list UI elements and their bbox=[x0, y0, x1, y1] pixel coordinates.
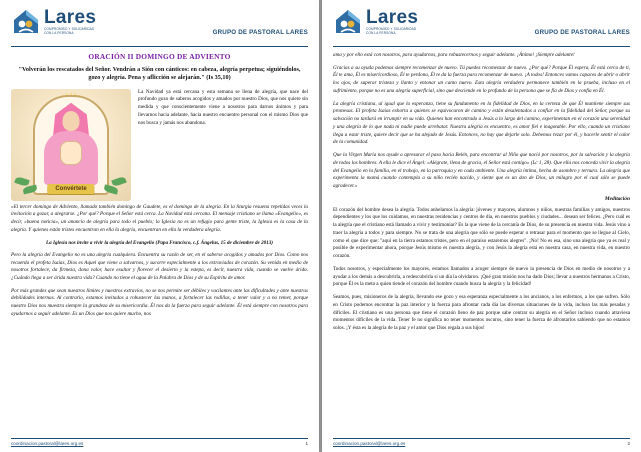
brand-logo bbox=[11, 7, 96, 36]
paragraph: ama y por ello está con nosotros, para ayudarnos, para robustecernos y seguir adelante. ¡Ánimo! ¡Siempre adelante! bbox=[333, 52, 575, 58]
footer-divider bbox=[333, 438, 630, 439]
brand-tagline-2: CON LA PERSONA bbox=[366, 31, 396, 35]
page-subtitle: "Volverán los rescatados del Señor. Vendrán a Sión con cánticos: en cabeza, alegría perpetua; siguiéndolos, gozo y alegría. Pena y aflicción se alejarán." (Is 35,10) bbox=[18, 66, 301, 82]
page-number: 1 bbox=[305, 441, 308, 446]
brand-text bbox=[44, 8, 96, 35]
paragraph: Que la Virgen María nos ayude a apresurar el paso hacia Belén, para encontrar al Niño que nació por nosotros, por la salvación y la alegría de todos los hombres. A ella le dice el Ángel: «Alégrate, llena de gracia, el Señor está contigo» (Lc 1, 28). Que ella nos conceda vivir la alegría del Evangelio en la familia, en el trabajo, en la parroquia y en cada ambiente. Una alegría íntima, hecha de asombro y ternura. La alegría que experimenta la mamá cuando contempla a su niño recién nacido, y siente que es un don de Dios, un milagro por el cual sólo se puede agradecer.» bbox=[333, 152, 630, 190]
footer-email-link[interactable]: coordinacion.pastoral@lares.org.es bbox=[333, 441, 406, 446]
page-header-left bbox=[11, 7, 308, 45]
brand-text bbox=[366, 8, 418, 35]
illustration-banner-label: Convértete bbox=[47, 184, 94, 194]
illustration-container bbox=[11, 89, 131, 201]
brand-name: Lares bbox=[366, 6, 419, 28]
page-footer-left bbox=[11, 441, 308, 446]
page-number: 2 bbox=[627, 441, 630, 446]
header-divider bbox=[333, 46, 630, 47]
brand-logo bbox=[333, 7, 418, 36]
header-divider bbox=[11, 46, 308, 47]
page-left bbox=[0, 0, 319, 452]
section-heading-meditacion: Meditación bbox=[604, 195, 630, 202]
page-header-right bbox=[333, 7, 630, 45]
brand-name: Lares bbox=[44, 6, 97, 28]
brand-tagline-1: COMPROMISO Y SOLIDARIDAD bbox=[44, 26, 95, 31]
paragraph: Pero la alegría del Evangelio no es una alegría cualquiera. Encuentra su razón de ser, en el saberse acogidos y amados por Dios. Como nos recuerda el profeta Isaías, Dios es Aquel que viene a salvarnos, y sucorre especialmente a los extraviados de corazón. Su venida en medio de nosotros fortalece, da firmeza, dona valor, hace exultar y florecer el desierto y la estepa, es decir, nuestra vida, cuando se vuelve árida. ¿Cuándo llega a ser árida nuestra vida? Cuando no tiene el agua de la Palabra de Dios y de su Espíritu de amor. bbox=[11, 251, 308, 281]
brand-tagline-2: CON LA PERSONA bbox=[44, 31, 74, 35]
brand-tagline-1: COMPROMISO Y SOLIDARIDAD bbox=[366, 26, 417, 31]
footer-email-link[interactable]: coordinacion.pastoral@lares.org.es bbox=[11, 441, 84, 446]
paragraph: El corazón del hombre desea la alegría. Todos anhelamos la alegría: jóvenes y mayores, alumnos y niños, nuestras familias y amigos, nuestros dependientes y los que los cuidamos, en nuestras residencias y centros de día, en nuestros pueblos y ciudades... desean ser felices. ¿Pero cuál es la alegría que el cristiano está llamado a vivir y testimoniar? Es la que viene de la cercanía de Dios, de su presencia en nuestra vida. Jesús vino a traer la alegría a todos y para siempre. No se trata de una alegría que sólo se puede esperar o retrasar para el momento que se llegue al Cielo, como el que dice que: "aquí en la tierra estamos tristes, pero en el paraíso estaremos alegres". ¡No! No es esa, sino una alegría que ya es real y posible de experimentar ahora, porque Jesús mismo es nuestra alegría, y con Jesús la alegría está en nuestra casa, en nuestra vida, en nuestro corazón. bbox=[333, 206, 630, 260]
quote-attribution: La Iglesia nos invite a vivir la alegría del Evangelio (Papa Francisco, c.f. Ángelus, 15 de diciembre de 2013) bbox=[46, 239, 273, 246]
paragraph: La alegría cristiana, al igual que la esperanza, tiene su fundamento en la fidelidad de Dios, en la certeza de que Él mantiene siempre sus promesas. El profeta Isaías exhorta a quienes se equivocaron de camino y están desalentados a confiar en la fidelidad del Señor, porque su salvación no tardará en irrumpir en su vida. Quienes han encontrado a Jesús a lo largo del camino, experimentan en el corazón una serenidad y una alegría de lo que nada ni nadie puede arrebatar. Nuestra alegría es encuentro, es amor fiel e inagotable. Por ello, cuando un cristiano llega a estar triste, quiere decir que se ha alejado de Jesús. Entonces, no hay que dejarle solo. Debemos rezar por él, y hacerle sentir el calor de la comunidad. bbox=[333, 100, 630, 146]
paragraph: Todos nosotros, y especialmente los mayores, estamos llamados a acoger siempre de nuevo la presencia de Dios en medio de nosotros y a ayudar a los demás a descubrirla, a redescubrirla si un día la olvidaron. ¡Qué gran misión nos ha dado Dios; llevar a nuestros hermanos a Cristo, porque Él es la meta a quien tiende el corazón del hombre cuando busca la alegría y la felicidad! bbox=[333, 265, 630, 288]
page-right bbox=[322, 0, 641, 452]
lares-house-icon bbox=[333, 7, 363, 36]
paragraph: Por más grandes que sean nuestros límites y nuestros extravíos, no se nos permite ser débiles y vacilantes ante las dificultades y ante nuestras debilidades internas. Al contrario, estamos invitados a robustecer las manos, a fortalecer las rodillas, a tener valor y a no temer, porque nuestro Dios nos muestra siempre la grandeza de su misericordia. Él nos da la fuerza para seguir adelante. Él está siempre con nosotros para ayudarnos a seguir adelante. Es un Dios que nos quiere mucho, nos bbox=[11, 287, 308, 317]
paragraph: Seamos, pues, misioneros de la alegría, llevando ese gozo y esa esperanza especialmente a los ancianos, a los enfermos, a los que sufren. Sólo en Cristo podemos encontrar la paz interior y la fuerza para afrontar cada día las diversas situaciones de la vida, incluso las más pesadas y difíciles. El cristiano es una persona que tiene el corazón lleno de paz porque sabe centrar su alegría en el Señor incluso cuando atraviesa momentos difíciles de la vida. Tener fe no significa no tener momentos oscuros, sino tener la fuerza de afrontarlos sabiendo que no estamos solos. ¡Y ésta es la alegría de la paz y el amor que Dios regala a sus hijos! bbox=[333, 294, 630, 332]
footer-divider bbox=[11, 438, 308, 439]
paragraph: Gracias a su ayuda podemos siempre recomenzar de nuevo. Tú puedes recomenzar de nuevo. ¿Por qué? Porque Él espera, Él está cerca de ti, Él te ama, Él es misericordioso, Él te perdona, Él te da la fuerza para recomenzar de nuevo. ¡A todos! Entonces vamos capaces de abrir o abrir los ojos, de superar tristeza y llanto y entonar un canto nuevo. Esta alegría verdadera permanece también en la prueba, incluso en el sufrimiento, porque no es una alegría superficial, sino que desciende en lo profundo de la persona que se fía de Dios y confía en Él. bbox=[333, 64, 630, 94]
page-title: ORACIÓN II DOMINGO DE ADVIENTO bbox=[88, 52, 231, 61]
page-footer-right bbox=[333, 441, 630, 446]
lares-house-icon bbox=[11, 7, 41, 36]
header-group-label: GRUPO DE PASTORAL LARES bbox=[212, 29, 308, 36]
virgen-advent-illustration bbox=[11, 89, 131, 201]
paragraph: «El tercer domingo de Adviento, llamado también domingo de Gaudete, es el domingo de la alegría. En la liturgia resuena repetidas veces la invitación a gozar, a alegrarse. ¿Por qué? Porque el Señor está cerca. La Navidad está cercana. El mensaje cristiano se llama «Evangelio», es decir, «buena noticia», un anuncio de alegría para todo el pueblo; la Iglesia no es un refugio para gente triste, la Iglesia es la casa de la alegría. Y quienes están tristes encuentran en ella la alegría, encuentran en ella la verdadera alegría. bbox=[11, 203, 308, 233]
header-group-label: GRUPO DE PASTORAL LARES bbox=[534, 29, 630, 36]
paragraph: La Navidad ya está cercana y esta semana se llena de alegría, que nace del profundo gozo de saberos acogidos y amados por nuestro Dios, que nos quiere sin medida y que conscientemente viene a nosotros para darnos ánimos y para llevarnos hacia adelante, hacia nuestro encuentro personal con el mismo Dios que nos busca y jamás nos abandona. bbox=[138, 88, 308, 126]
